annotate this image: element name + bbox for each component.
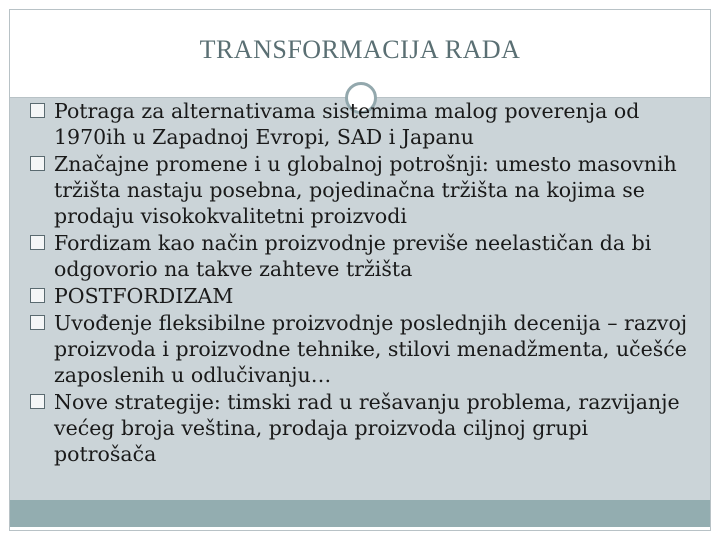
checkbox-square-icon	[30, 156, 45, 171]
bullet-text: Fordizam kao način proizvodnje previše neelastičan da bi odgovorio na takve zahteve tržišta	[54, 231, 652, 281]
checkbox-square-icon	[30, 103, 45, 118]
bullet-text: Nove strategije: timski rad u rešavanju problema, razvijanje većeg broja veština, prodaja proizvoda ciljnoj grupi potrošača	[54, 390, 680, 466]
bullet-text: POSTFORDIZAM	[54, 284, 234, 308]
slide-title: TRANSFORMACIJA RADA	[199, 35, 521, 64]
bullet-item	[30, 230, 692, 282]
bullet-item	[30, 310, 692, 388]
bottom-bar	[10, 500, 710, 527]
bullet-item	[30, 151, 692, 229]
checkbox-square-icon	[30, 315, 45, 330]
bullet-item	[30, 283, 692, 309]
checkbox-square-icon	[30, 394, 45, 409]
bullet-list	[30, 98, 692, 468]
checkbox-square-icon	[30, 288, 45, 303]
bullet-text: Potraga za alternativama sistemima malog poverenja od 1970ih u Zapadnoj Evropi, SAD i Japanu	[54, 99, 640, 149]
checkbox-square-icon	[30, 235, 45, 250]
bullet-item	[30, 389, 692, 467]
bullet-text: Uvođenje fleksibilne proizvodnje poslednjih decenija – razvoj proizvoda i proizvodne tehnike, stilovi menadžmenta, učešće zaposlenih u odlučivanju…	[54, 311, 688, 387]
bullet-item	[30, 98, 692, 150]
bullet-text: Značajne promene i u globalnoj potrošnji: umesto masovnih tržišta nastaju posebna, pojedinačna tržišta na kojima se prodaju visokokvalitetni proizvodi	[54, 152, 677, 228]
